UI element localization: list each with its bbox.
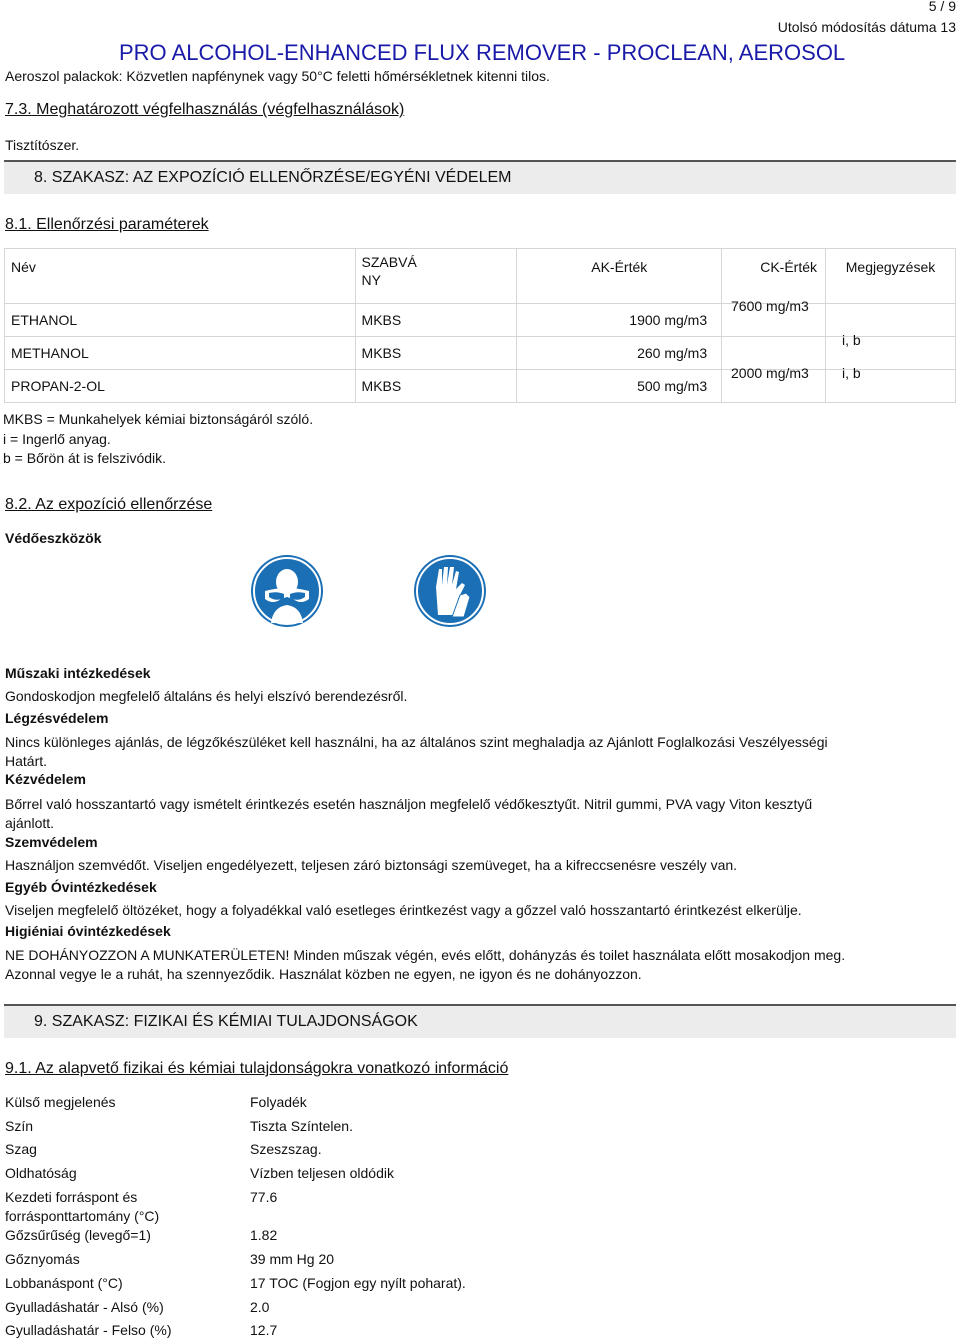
- cell-name: PROPAN-2-OL: [5, 370, 356, 403]
- cell-ak: 500 mg/m3: [517, 370, 722, 403]
- cell-ak: 260 mg/m3: [517, 337, 722, 370]
- cell-ak: 1900 mg/m3: [517, 304, 722, 337]
- block-text: Gondoskodjon megfelelő általáns és helyi elszívó berendezésről.: [5, 688, 408, 704]
- cell-standard: MKBS: [355, 370, 517, 403]
- notes-value: i, b: [842, 365, 861, 381]
- block-title: Műszaki intézkedések: [5, 665, 151, 681]
- col-header-ak: AK-Érték: [517, 249, 722, 304]
- prop-value: Tiszta Színtelen.: [250, 1118, 353, 1134]
- prop-value: 17 TOC (Fogjon egy nyílt poharat).: [250, 1275, 466, 1291]
- section-9-bar: [4, 1004, 956, 1038]
- block-title: Kézvédelem: [5, 771, 86, 787]
- cell-standard: MKBS: [355, 304, 517, 337]
- page-number: 5 / 9: [928, 0, 956, 14]
- table-row: [5, 304, 956, 337]
- prop-value: 12.7: [250, 1322, 278, 1338]
- ppe-label: Védőeszközök: [5, 530, 102, 546]
- prop-label: Lobbanáspont (°C): [5, 1275, 123, 1291]
- section-8-1-heading: 8.1. Ellenőrzési paraméterek: [5, 216, 209, 233]
- block-text: Azonnal vegye le a ruhát, ha szennyeződik. Használat közben ne egyen, ne igyon és ne dohányozzon.: [5, 966, 642, 982]
- prop-label-cont: forrásponttartomány (°C): [5, 1208, 160, 1224]
- block-text: Nincs különleges ajánlás, de légzőkészüléket kell használni, ha az általános szint meghaladja az Ajánlott Foglalkozási Veszélyességi: [5, 734, 828, 750]
- cell-name: ETHANOL: [5, 304, 356, 337]
- ck-value: 7600 mg/m3: [731, 298, 809, 314]
- cell-name: METHANOL: [5, 337, 356, 370]
- eye-protection-icon: [251, 555, 323, 627]
- block-title: Egyéb Óvintézkedések: [5, 879, 157, 895]
- gloves-icon: [414, 555, 486, 627]
- prop-value: 1.82: [250, 1227, 278, 1243]
- prop-label: Gőznyomás: [5, 1251, 80, 1267]
- col-header-standard: SZABVÁ NY: [355, 249, 517, 304]
- prop-label: Oldhatóság: [5, 1165, 77, 1181]
- section-8-2-heading: 8.2. Az expozíció ellenőrzése: [5, 496, 213, 513]
- section-7-3-text: Tisztítószer.: [5, 137, 80, 153]
- section-8-title: 8. SZAKASZ: AZ EXPOZÍCIÓ ELLENŐRZÉSE/EGYÉNI VÉDELEM: [34, 169, 512, 186]
- table-header-row: [5, 249, 956, 304]
- prop-label: Kezdeti forráspont és: [5, 1189, 138, 1205]
- prop-label: Szín: [5, 1118, 34, 1134]
- prop-value: 39 mm Hg 20: [250, 1251, 335, 1267]
- col-header-name: Név: [5, 249, 356, 304]
- col-header-ck: CK-Érték: [722, 249, 826, 304]
- intro-line: Aeroszol palackok: Közvetlen napfénynek vagy 50°C feletti hőmérsékletnek kitenni tilos.: [5, 68, 550, 84]
- prop-label: Gőzsűrűség (levegő=1): [5, 1227, 151, 1243]
- notes-value: i, b: [842, 332, 861, 348]
- block-text: Határt.: [5, 753, 48, 769]
- prop-value: Folyadék: [250, 1094, 307, 1110]
- table-row: [5, 370, 956, 403]
- section-7-3-heading: 7.3. Meghatározott végfelhasználás (végfelhasználások): [5, 101, 405, 118]
- ck-value: 2000 mg/m3: [731, 365, 809, 381]
- section-8-bar: [4, 160, 956, 194]
- revision-date: Utolsó módosítás dátuma 13: [777, 19, 956, 35]
- footnote: MKBS = Munkahelyek kémiai biztonságáról szóló.: [3, 411, 314, 427]
- block-text: NE DOHÁNYOZZON A MUNKATERÜLETEN! Minden műszak végén, evés előtt, dohányzás és toilet használata előtt mosakodjon meg.: [5, 947, 846, 963]
- block-title: Higiéniai óvintézkedések: [5, 923, 171, 939]
- document-title: PRO ALCOHOL-ENHANCED FLUX REMOVER - PROCLEAN, AEROSOL: [119, 40, 846, 65]
- control-parameters-table: [4, 248, 956, 403]
- prop-label: Külső megjelenés: [5, 1094, 116, 1110]
- prop-value: Vízben teljesen oldódik: [250, 1165, 394, 1181]
- block-text: ajánlott.: [5, 815, 55, 831]
- table-row: [5, 337, 956, 370]
- prop-value: Szeszszag.: [250, 1141, 322, 1157]
- block-text: Bőrrel való hosszantartó vagy ismételt érintkezés esetén használjon megfelelő védőkesztyűt. Nitril gummi, PVA vagy Viton kesztyű: [5, 796, 813, 812]
- block-text: Használjon szemvédőt. Viseljen engedélyezett, teljesen záró biztonsági szemüveget, ha a kifreccsenésre veszély van.: [5, 857, 738, 873]
- block-title: Légzésvédelem: [5, 710, 109, 726]
- block-title: Szemvédelem: [5, 834, 98, 850]
- prop-label: Szag: [5, 1141, 37, 1157]
- section-9-title: 9. SZAKASZ: FIZIKAI ÉS KÉMIAI TULAJDONSÁGOK: [34, 1013, 418, 1030]
- block-text: Viseljen megfelelő öltözéket, hogy a folyadékkal való esetleges érintkezést vagy a gőzzel való hosszantartó érintkezést elkerülje.: [5, 902, 802, 918]
- cell-standard: MKBS: [355, 337, 517, 370]
- prop-label: Gyulladáshatár - Alsó (%): [5, 1299, 164, 1315]
- prop-value: 77.6: [250, 1189, 278, 1205]
- col-header-notes: Megjegyzések: [826, 249, 956, 304]
- section-9-1-heading: 9.1. Az alapvető fizikai és kémiai tulajdonságokra vonatkozó információ: [5, 1060, 509, 1077]
- prop-value: 2.0: [250, 1299, 270, 1315]
- prop-label: Gyulladáshatár - Felso (%): [5, 1322, 172, 1338]
- footnote: i = Ingerlő anyag.: [3, 431, 111, 447]
- footnote: b = Bőrön át is felszivódik.: [3, 450, 167, 466]
